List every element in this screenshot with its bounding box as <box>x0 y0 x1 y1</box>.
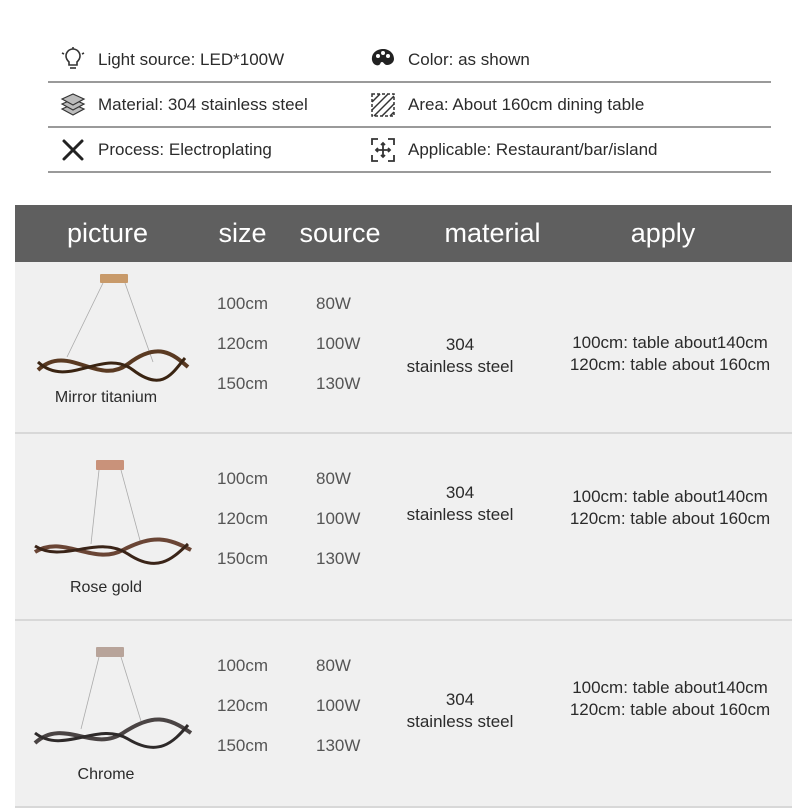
source-values <box>316 459 360 579</box>
palette-icon <box>370 47 396 73</box>
apply-line: 100cm: table about140cm <box>572 678 768 697</box>
expand-icon <box>370 137 396 163</box>
product-table <box>15 205 792 808</box>
material-cell <box>395 482 525 526</box>
material-cell <box>395 334 525 378</box>
apply-line: 120cm: table about 160cm <box>569 355 771 374</box>
apply-line: 120cm: table about 160cm <box>569 700 771 719</box>
apply-cell <box>550 677 790 721</box>
size-value: 150cm <box>217 736 269 755</box>
material-line: 304 <box>445 690 475 709</box>
table-row <box>15 621 792 808</box>
apply-line: 120cm: table about 160cm <box>569 509 771 528</box>
size-value: 150cm <box>217 549 269 568</box>
size-values <box>217 284 268 404</box>
source-value: 100W <box>316 334 361 353</box>
apply-line: 100cm: table about140cm <box>572 333 768 352</box>
layers-icon <box>60 92 86 118</box>
spec-text: Material: 304 stainless steel <box>98 94 308 114</box>
source-value: 100W <box>316 509 361 528</box>
size-value: 120cm <box>217 509 269 528</box>
material-line: stainless steel <box>406 357 514 376</box>
source-value: 100W <box>316 696 361 715</box>
source-value: 80W <box>316 469 351 488</box>
finish-label: Chrome <box>77 766 135 783</box>
spec-material <box>60 83 308 126</box>
material-line: stainless steel <box>406 712 514 731</box>
spec-row <box>48 38 771 83</box>
spec-text: Applicable: Restaurant/bar/island <box>408 139 658 159</box>
spec-area <box>370 83 644 126</box>
spec-row <box>48 128 771 173</box>
source-value: 130W <box>316 549 361 568</box>
apply-cell <box>550 332 790 376</box>
spec-color <box>370 38 530 81</box>
spec-text: Area: About 160cm dining table <box>408 94 645 114</box>
tools-icon <box>60 137 86 163</box>
spec-list <box>48 38 771 173</box>
spec-row <box>48 83 771 128</box>
table-header <box>15 205 792 262</box>
material-line: 304 <box>445 483 475 502</box>
size-value: 120cm <box>217 696 269 715</box>
area-hatch-icon <box>370 92 396 118</box>
size-values <box>217 646 268 766</box>
source-values <box>316 284 360 404</box>
spec-process <box>60 128 272 171</box>
spec-text: Process: Electroplating <box>98 139 272 159</box>
material-line: stainless steel <box>406 505 514 524</box>
source-value: 80W <box>316 294 351 313</box>
spec-applicable <box>370 128 657 171</box>
source-value: 130W <box>316 736 361 755</box>
apply-line: 100cm: table about140cm <box>572 487 768 506</box>
source-values <box>316 646 360 766</box>
header-source: source <box>299 218 381 248</box>
header-size: size <box>218 218 267 248</box>
source-value: 130W <box>316 374 361 393</box>
apply-cell <box>550 486 790 530</box>
spec-light-source <box>60 38 284 81</box>
finish-label: Rose gold <box>69 579 143 596</box>
table-row <box>15 434 792 621</box>
material-line: 304 <box>445 335 475 354</box>
header-material: material <box>444 218 541 248</box>
size-values <box>217 459 268 579</box>
size-value: 120cm <box>217 334 269 353</box>
spec-text: Color: as shown <box>408 49 530 69</box>
size-value: 100cm <box>217 294 269 313</box>
size-value: 150cm <box>217 374 269 393</box>
light-bulb-icon <box>60 47 86 73</box>
spec-text: Light source: LED*100W <box>98 49 285 69</box>
material-cell <box>395 689 525 733</box>
header-picture: picture <box>66 218 149 248</box>
size-value: 100cm <box>217 469 269 488</box>
table-row <box>15 262 792 434</box>
finish-label: Mirror titanium <box>54 389 158 406</box>
size-value: 100cm <box>217 656 269 675</box>
source-value: 80W <box>316 656 351 675</box>
header-apply: apply <box>630 218 696 248</box>
